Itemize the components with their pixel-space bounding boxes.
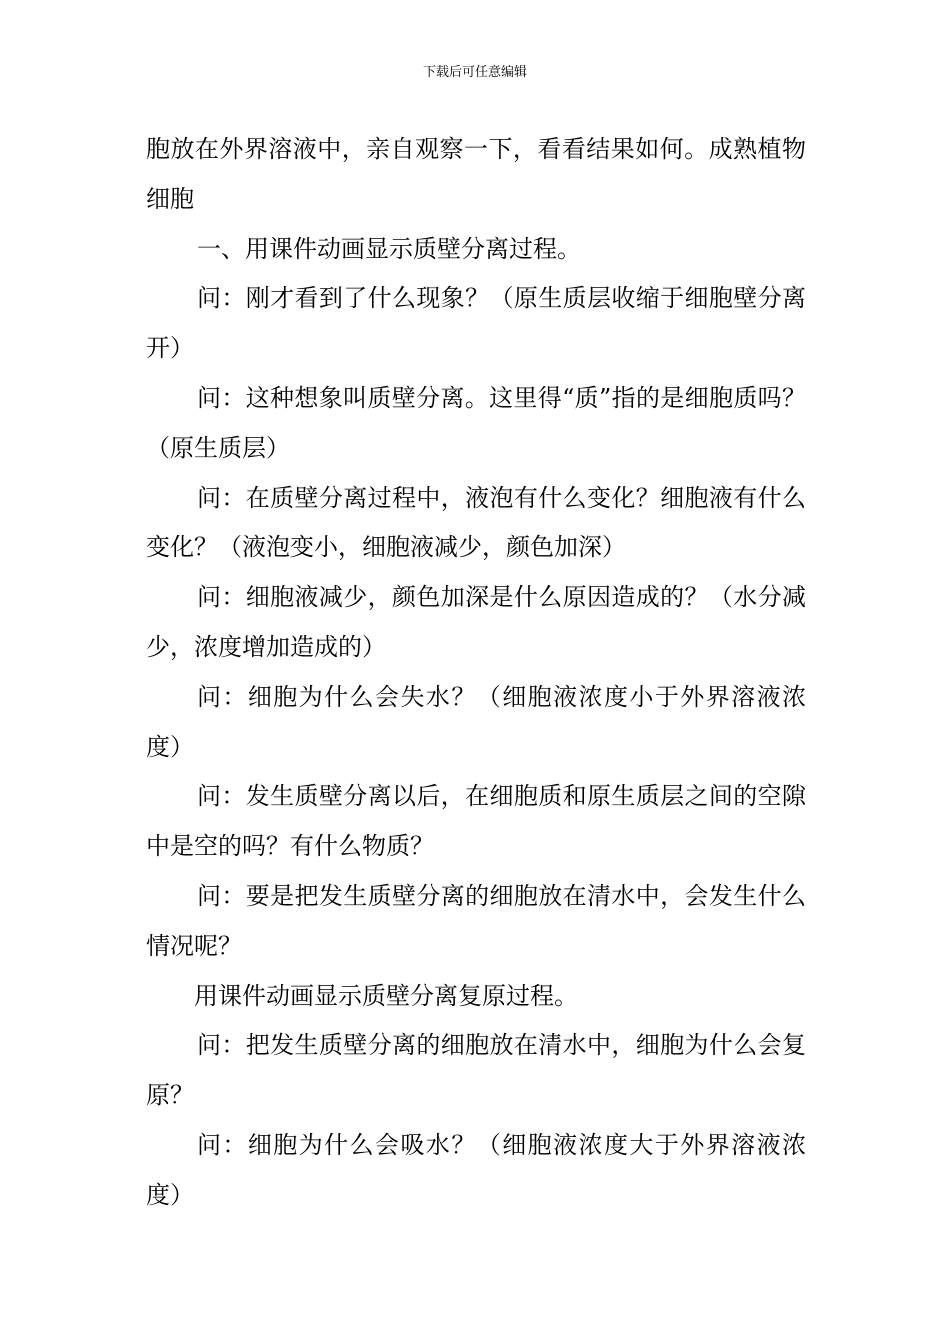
paragraph-question: 问：在质壁分离过程中，液泡有什么变化？细胞液有什么变化？（液泡变小，细胞液减少，颜色加深） [146, 483, 806, 562]
paragraph-question: 问：细胞液减少，颜色加深是什么原因造成的？（水分减少，浓度增加造成的） [146, 583, 806, 661]
paragraph-question: 问：发生质壁分离以后，在细胞质和原生质层之间的空隙中是空的吗？有什么物质？ [146, 782, 806, 861]
document-body [146, 125, 806, 1221]
paragraph-question: 问：这种想象叫质壁分离。这里得“质”指的是细胞质吗？（原生质层） [146, 383, 806, 462]
paragraph-instruction: 用课件动画显示质壁分离复原过程。 [194, 981, 578, 1010]
paragraph-section-heading: 一、用课件动画显示质壁分离过程。 [197, 234, 581, 263]
paragraph-question: 问：要是把发生质壁分离的细胞放在清水中，会发生什么情况呢？ [146, 881, 806, 960]
paragraph-question: 问：细胞为什么会失水？（细胞液浓度小于外界溶液浓度） [146, 682, 806, 761]
paragraph-continued: 胞放在外界溶液中，亲自观察一下，看看结果如何。成熟植物细胞 [146, 135, 806, 213]
paragraph-question: 问：把发生质壁分离的细胞放在清水中，细胞为什么会复原？ [146, 1031, 806, 1110]
paragraph-question: 问：细胞为什么会吸水？（细胞液浓度大于外界溶液浓度） [146, 1130, 806, 1209]
paragraph-question: 问：刚才看到了什么现象？（原生质层收缩于细胞壁分离开） [146, 284, 806, 363]
page-header: 下载后可任意编辑 [422, 65, 527, 80]
